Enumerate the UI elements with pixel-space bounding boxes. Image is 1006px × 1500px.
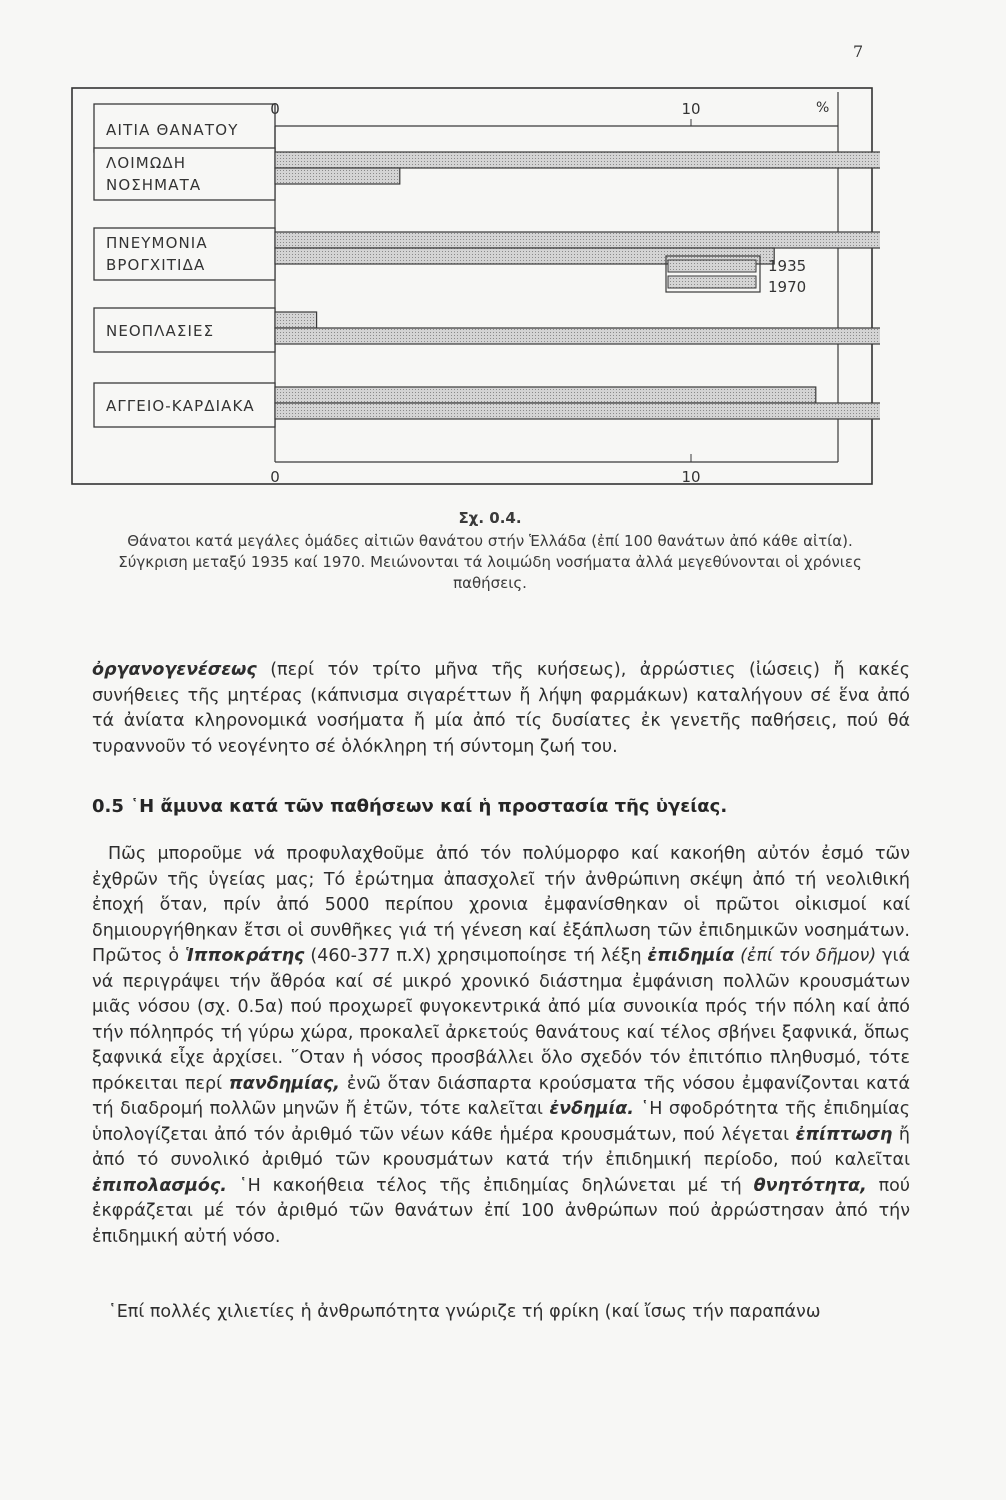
legend-label-1935: 1935: [768, 257, 807, 275]
term-pandemia: πανδημίας,: [228, 1073, 340, 1094]
category-label: ΑΓΓΕΙΟ-ΚΑΡΔΙΑΚΑ: [106, 397, 255, 415]
term-hippocrates: Ἱπποκράτης: [185, 946, 305, 966]
intro-text: (περί τόν τρίτο μῆνα τῆς κυήσεως), ἀρρώστιες (ἰώσεις) ἤ κακές συνήθειες τῆς μητέρας (κάπνισμα σιγαρέττων ἤ λήψη φαρμάκων) καταλήγουν σέ ἕνα ἀπό τά ἀνίατα κληρονομικά νοσήματα ἤ μία ἀπό τίς δυσίατες ἐκ γενετῆς παθήσεις, πού θά τυραννοῦν τό νεογένητο σέ ὁλόκληρη τή σύντομη ζωή του.: [92, 660, 910, 757]
epidemia-gloss: (ἐπί τόν δῆμον): [734, 946, 877, 966]
main-text: (460-377 π.Χ) χρησιμοποίησε τή λέξη: [304, 946, 648, 966]
bar-1935: [275, 387, 816, 403]
term-epipolasmos: ἐπιπολασμός.: [92, 1175, 227, 1196]
main-text: ῾Η σφοδρότητα τῆς ἐπιδημίας ὑπολογίζεται ἀπό τόν ἀριθμό τῶν νέων κάθε ἡμέρα κρουσμάτων, πού λέγεται: [92, 1099, 910, 1145]
term-organogenesis: ὀργανογενέσεως: [92, 660, 257, 680]
category-label: ΝΟΣΗΜΑΤΑ: [106, 176, 202, 194]
unit-label: %: [816, 100, 830, 116]
category-label: ΝΕΟΠΛΑΣΙΕΣ: [106, 322, 215, 340]
caption-line: Σύγκριση μεταξύ 1935 καί 1970. Μειώνονται τά λοιμώδη νοσήματα ἀλλά μεγεθύνονται οἱ χρόνιες: [118, 553, 862, 571]
intro-paragraph: [92, 658, 910, 760]
term-epidemia: ἐπιδημία: [647, 946, 735, 966]
term-endemia: ἐνδημία.: [549, 1099, 634, 1119]
main-text: ῾Η κακοήθεια τέλος τῆς ἐπιδημίας δηλώνεται μέ τή: [226, 1175, 754, 1196]
category-label: ΒΡΟΓΧΙΤΙΔΑ: [106, 256, 206, 274]
figure-caption: [60, 508, 920, 594]
category-label: ΛΟΙΜΩΔΗ: [106, 154, 187, 172]
main-text: ἐνῶ ὅταν διάσπαρτα κρούσματα τῆς νόσου ἐμφανίζονται κατά τή διαδρομή πολλῶν μηνῶν ἤ ἐτῶν, τότε καλεῖται: [92, 1073, 910, 1119]
bottom-tick-label: 0: [270, 468, 280, 486]
figure-label: Σχ. 0.4.: [458, 509, 522, 527]
top-tick-label: 0: [270, 100, 280, 118]
bar-1935: [275, 232, 880, 248]
last-text: ῾Επί πολλές χιλιετίες ἡ ἀνθρωπότητα γνώριζε τή φρίκη (καί ἴσως τήν παραπάνω: [108, 1302, 821, 1322]
legend-label-1970: 1970: [768, 278, 807, 296]
bar-1935: [275, 152, 880, 168]
chart-title: ΑΙΤΙΑ ΘΑΝΑΤΟΥ: [106, 121, 239, 139]
main-paragraph: [92, 842, 910, 1250]
bar-1970: [275, 168, 400, 184]
cause-of-death-chart: [70, 86, 880, 496]
category-label: ΠΝΕΥΜΟΝΙΑ: [106, 234, 208, 252]
last-paragraph: [92, 1300, 910, 1326]
main-text: Πῶς μποροῦμε νά προφυλαχθοῦμε ἀπό τόν πολύμορφο καί κακοήθη αὐτόν ἐσμό τῶν ἐχθρῶν τῆς ὑγείας μας; Τό ἐρώτημα ἀπασχολεῖ τήν ἀνθρώπινη σκέψη ἀπό τή νεολιθική ἐποχή ὅταν, πρίν ἀπό 5000 περίπου χρονια ἐμφανίσθηκαν οἱ πρῶτοι οἰκισμοί καί δημιουργήθηκαν ἔτσι οἱ συνθῆκες γιά τή γένεση καί ἐξάπλωση τῶν ἐπιδημικῶν νοσημάτων. Πρῶτος ὁ: [92, 844, 910, 966]
legend-swatch-1935: [668, 260, 756, 272]
bar-1970: [275, 328, 880, 344]
legend-swatch-1970: [668, 276, 756, 288]
bar-1935: [275, 312, 317, 328]
caption-line: παθήσεις.: [453, 574, 527, 592]
bar-1970: [275, 403, 880, 419]
caption-line: Θάνατοι κατά μεγάλες ὁμάδες αἰτιῶν θανάτου στήν Ἑλλάδα (ἐπί 100 θανάτων ἀπό κάθε αἰτία).: [127, 532, 853, 550]
top-tick-label: 10: [681, 100, 701, 118]
main-text: ἤ ἀπό τό συνολικό ἀριθμό τῶν κρουσμάτων κατά τήν ἐπιδημική περίοδο, πού καλεῖται: [92, 1124, 910, 1170]
main-text: γιά νά περιγράψει τήν ἄθρόα καί σέ μικρό χρονικό διάστημα ἐμφάνιση πολλῶν κρουσμάτων μιᾶς νόσου (σχ. 0.5α) πού προχωρεῖ φυγοκεντρικά ἀπό μία συνοικία πρός τήν πόλη καί ἀπό τήν πόληπρός τή γύρω χώρα, προκαλεῖ ἀρκετούς θανάτους καί τέλος σβήνει ξαφνικά, ὅπως ξαφνικά εἶχε ἀρχίσει. ῞Οταν ἡ νόσος προσβάλλει ὅλο σχεδόν τόν ἐπιτόπιο πληθυσμό, τότε πρόκειται περί: [92, 946, 910, 1094]
term-epiptosi: ἐπίπτωση: [795, 1124, 893, 1145]
term-thnitotita: θνητότητα,: [753, 1175, 867, 1196]
bottom-tick-label: 10: [681, 468, 701, 486]
main-text: πού ἐκφράζεται μέ τόν ἀριθμό τῶν θανάτων ἐπί 100 ἀνθρώπων πού ἀρρώστησαν ἀπό τήν ἐπιδημική αὐτή νόσο.: [92, 1175, 910, 1247]
page-number: 7: [853, 42, 864, 61]
section-heading: 0.5 ῾Η ἄμυνα κατά τῶν παθήσεων καί ἡ προστασία τῆς ὑγείας.: [92, 796, 728, 817]
